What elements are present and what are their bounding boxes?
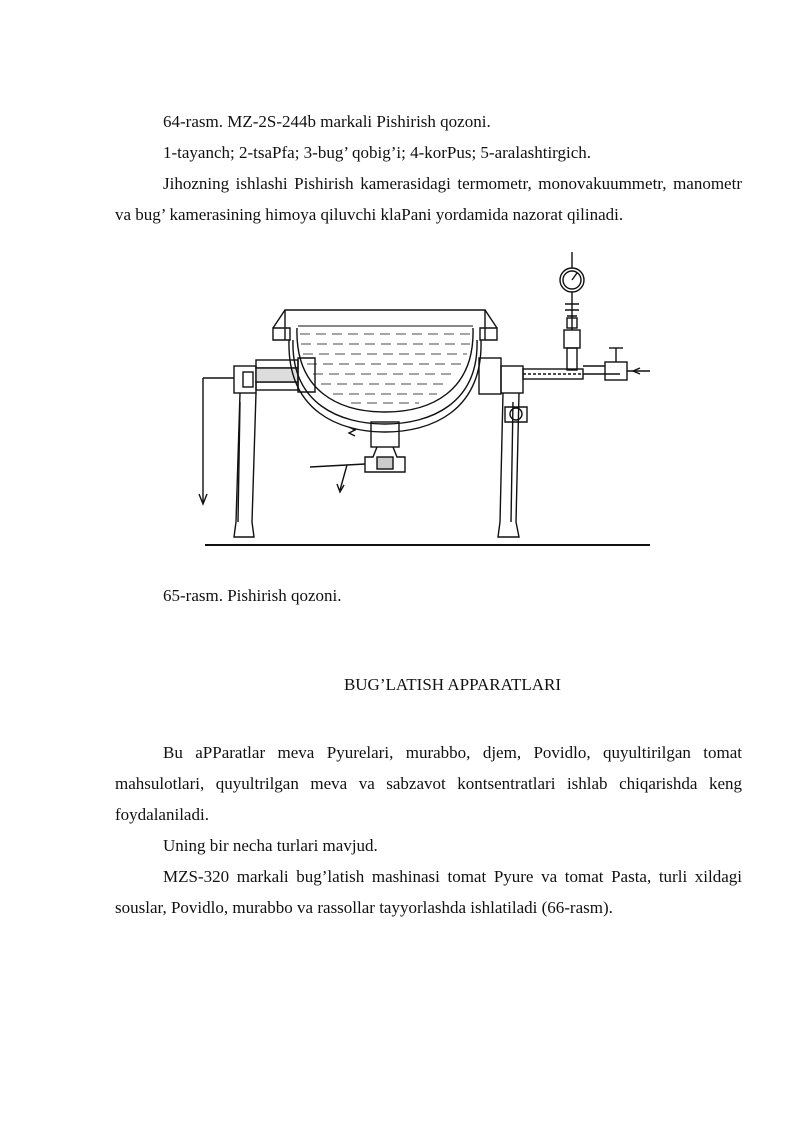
figure-65-caption: 65-rasm. Pishirish qozoni.: [163, 586, 342, 605]
paragraph-control-instruments: Jihozning ishlashi Pishirish kamerasidagi termometr, monovakuummetr, manometr va bug’ kamerasining himoya qiluvchi klaPani yordamida nazorat qilinadi.: [115, 174, 742, 224]
paragraph-types: Uning bir necha turlari mavjud.: [163, 836, 378, 855]
section-heading: BUG’LATISH APPARATLARI: [343, 675, 562, 694]
document-page: [115, 106, 742, 923]
paragraph-applications: Bu aPParatlar meva Pyurelari, murabbo, djem, Povidlo, quyultirilgan tomat mahsulotlari, quyultrilgan meva va sabzavot kontsentratlari ishlab chiqarishda keng foydalaniladi.: [115, 743, 742, 824]
cooking-kettle-drawing: [115, 252, 742, 577]
section-body: [115, 737, 742, 923]
paragraph-mzs-320: MZS-320 markali bug’latish mashinasi tomat Pyure va tomat Pasta, turli xildagi souslar, Povidlo, murabbo va rassollar tayyorlashda ishlatiladi (66-rasm).: [115, 867, 742, 917]
figure-64-legend: 1-tayanch; 2-tsaPfa; 3-bug’ qobig’i; 4-korPus; 5-aralashtirgich.: [163, 143, 592, 162]
figure-64-caption: 64-rasm. MZ-2S-244b markali Pishirish qozoni.: [163, 112, 491, 131]
cooking-kettle-figure: [115, 252, 742, 577]
